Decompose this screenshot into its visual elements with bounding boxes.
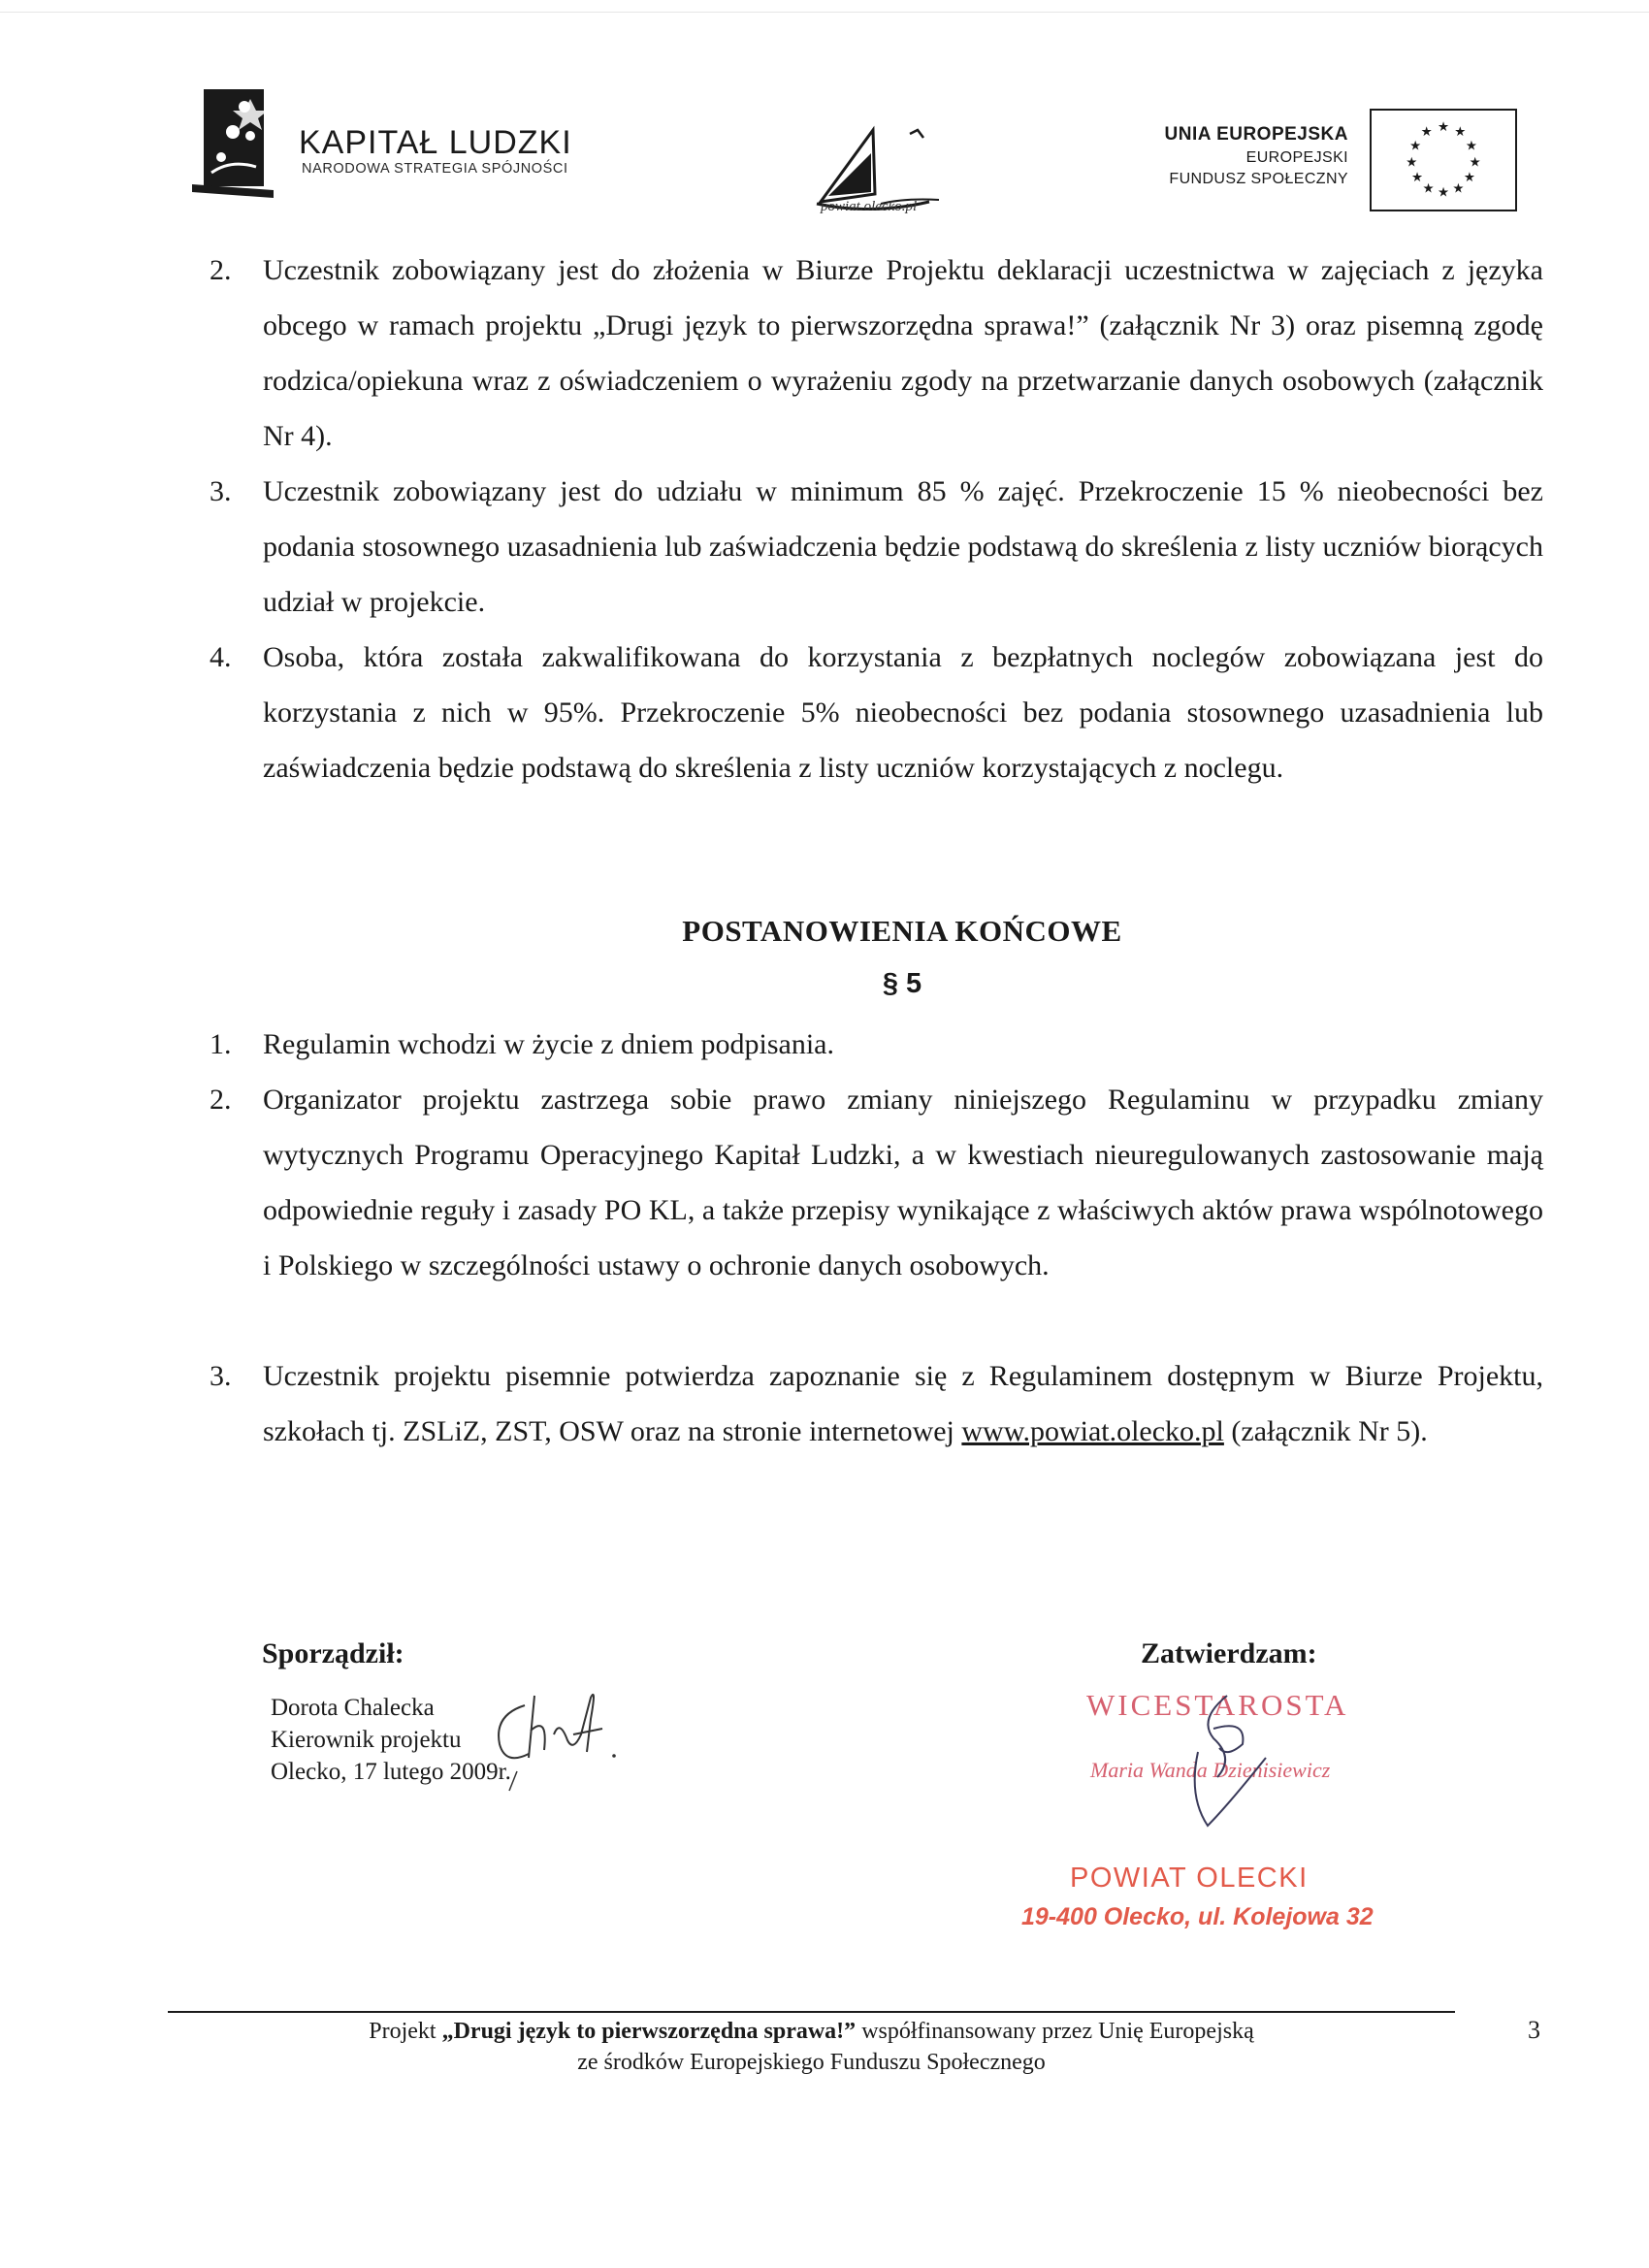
svg-text:★: ★ (1420, 123, 1433, 140)
list-item-number: 1. (210, 1028, 232, 1060)
list-item-number: 2. (210, 1084, 232, 1116)
list-item-text: Organizator projektu zastrzega sobie prawo zmiany niniejszego Regulaminu w przypadku zmiany wytycznych Programu Operacyjnego Kapitał Ludzki, a w kwestiach nieuregulowanych zastosowanie mają odpowiednie reguły i zasady PO KL, a także przepisy wynikające z właściwych aktów prawa wspólnotowego i Polskiego w szczególności ustawy o ochronie danych osobowych. (263, 1084, 1543, 1281)
ue-line-2: FUNDUSZ SPOŁECZNY (1169, 171, 1348, 187)
handwritten-signature-left (490, 1676, 630, 1793)
svg-text:★: ★ (1463, 170, 1475, 186)
stamp-title: WICESTAROSTA (1086, 1688, 1349, 1722)
svg-text:★: ★ (1452, 180, 1465, 197)
kapital-ludzki-title: KAPITAŁ LUDZKI (299, 124, 572, 161)
boat-logo-caption: powiat.olecko.pl (821, 199, 918, 214)
list-item-text-part: Uczestnik projektu pisemnie potwierdza zapoznanie się z Regulaminem dostępnym w Biurze Projektu, szkołach tj. ZSLiZ, ZST, OSW oraz na stronie internetowej (263, 1360, 1543, 1447)
svg-text:★: ★ (1454, 123, 1467, 140)
handwritten-signature-right (1159, 1690, 1276, 1833)
svg-text:★: ★ (1422, 180, 1435, 197)
kapital-ludzki-subtitle: NARODOWA STRATEGIA SPÓJNOŚCI (302, 161, 568, 177)
svg-text:★: ★ (1437, 119, 1450, 136)
stamp-name: Maria Wanda Dzienisiewicz (1090, 1758, 1331, 1782)
ue-title: UNIA EUROPEJSKA (1164, 124, 1348, 145)
footer-line-2: ze środków Europejskiego Funduszu Społecznego (577, 2050, 1046, 2075)
list-item (210, 1072, 1543, 1293)
preparer-role: Kierownik projektu (271, 1727, 462, 1753)
list-item-number: 4. (210, 641, 232, 673)
footer-prefix: Projekt (369, 2019, 442, 2044)
list-item (210, 1017, 1543, 1072)
footer-text (168, 2016, 1455, 2078)
list-item-text: Uczestnik zobowiązany jest do udziału w minimum 85 % zajęć. Przekroczenie 15 % nieobecności bez podania stosownego uzasadnienia lub zaświadczenia będzie podstawą do skreślenia z listy uczniów biorących udział w projekcie. (263, 475, 1543, 618)
ue-line-1: EUROPEJSKI (1245, 149, 1348, 166)
eu-flag-icon (1370, 109, 1517, 211)
list-item-number: 3. (210, 1360, 232, 1392)
list-item-text-part: (załącznik Nr 5). (1223, 1415, 1428, 1447)
list-item (210, 243, 1543, 464)
list-item-number: 2. (210, 254, 232, 286)
list-item (210, 464, 1543, 630)
list-item-text: Uczestnik zobowiązany jest do złożenia w Biurze Projektu deklaracji uczestnictwa w zajęciach z języka obcego w ramach projektu „Drugi język to pierwszorzędna sprawa!” (załącznik Nr 3) oraz pisemną zgodę rodzica/opiekuna wraz z oświadczeniem o wyrażeniu zgody na przetwarzanie danych osobowych (załącznik Nr 4). (263, 254, 1543, 452)
list-item-text: Osoba, która została zakwalifikowana do korzystania z bezpłatnych noclegów zobowiązana jest do korzystania z nich w 95%. Przekroczenie 5% nieobecności bez podania stosownego uzasadnienia lub zaświadczenia będzie podstawą do skreślenia z listy uczniów korzystających z noclegu. (263, 641, 1543, 784)
place-date: Olecko, 17 lutego 2009r. (271, 1759, 511, 1785)
prepared-by-details (271, 1692, 511, 1788)
svg-text:★: ★ (1409, 138, 1422, 154)
stamp-address: 19-400 Olecko, ul. Kolejowa 32 (1021, 1903, 1374, 1930)
svg-text:★: ★ (1437, 184, 1450, 201)
ue-label-block (1106, 122, 1348, 190)
paragraph-number: § 5 (882, 968, 922, 999)
footer-line-1 (168, 2016, 1455, 2047)
list-item (210, 630, 1543, 795)
preparer-name: Dorota Chalecka (271, 1695, 435, 1721)
scan-edge-line (0, 12, 1649, 13)
svg-text:★: ★ (1465, 138, 1477, 154)
website-link[interactable]: www.powiat.olecko.pl (961, 1415, 1224, 1447)
svg-text:★: ★ (1469, 154, 1481, 171)
footer-suffix: współfinansowany przez Unię Europejską (856, 2019, 1254, 2044)
list-item-text: Regulamin wchodzi w życie z dniem podpisania. (263, 1028, 834, 1060)
svg-text:★: ★ (1411, 170, 1424, 186)
section-heading: POSTANOWIENIA KOŃCOWE (682, 914, 1122, 948)
stamp-office: POWIAT OLECKI (1070, 1863, 1309, 1894)
kapital-ludzki-logo-icon (192, 89, 274, 198)
approved-label: Zatwierdzam: (1141, 1637, 1317, 1669)
footer-project-name: „Drugi język to pierwszorzędna sprawa!” (441, 2019, 857, 2044)
svg-text:★: ★ (1406, 154, 1418, 171)
footer-divider (168, 2011, 1455, 2013)
list-item-text (263, 1348, 1543, 1459)
page-number: 3 (1528, 2016, 1540, 2044)
prepared-by-label: Sporządził: (262, 1637, 404, 1669)
list-item (210, 1348, 1543, 1459)
list-item-number: 3. (210, 475, 232, 507)
